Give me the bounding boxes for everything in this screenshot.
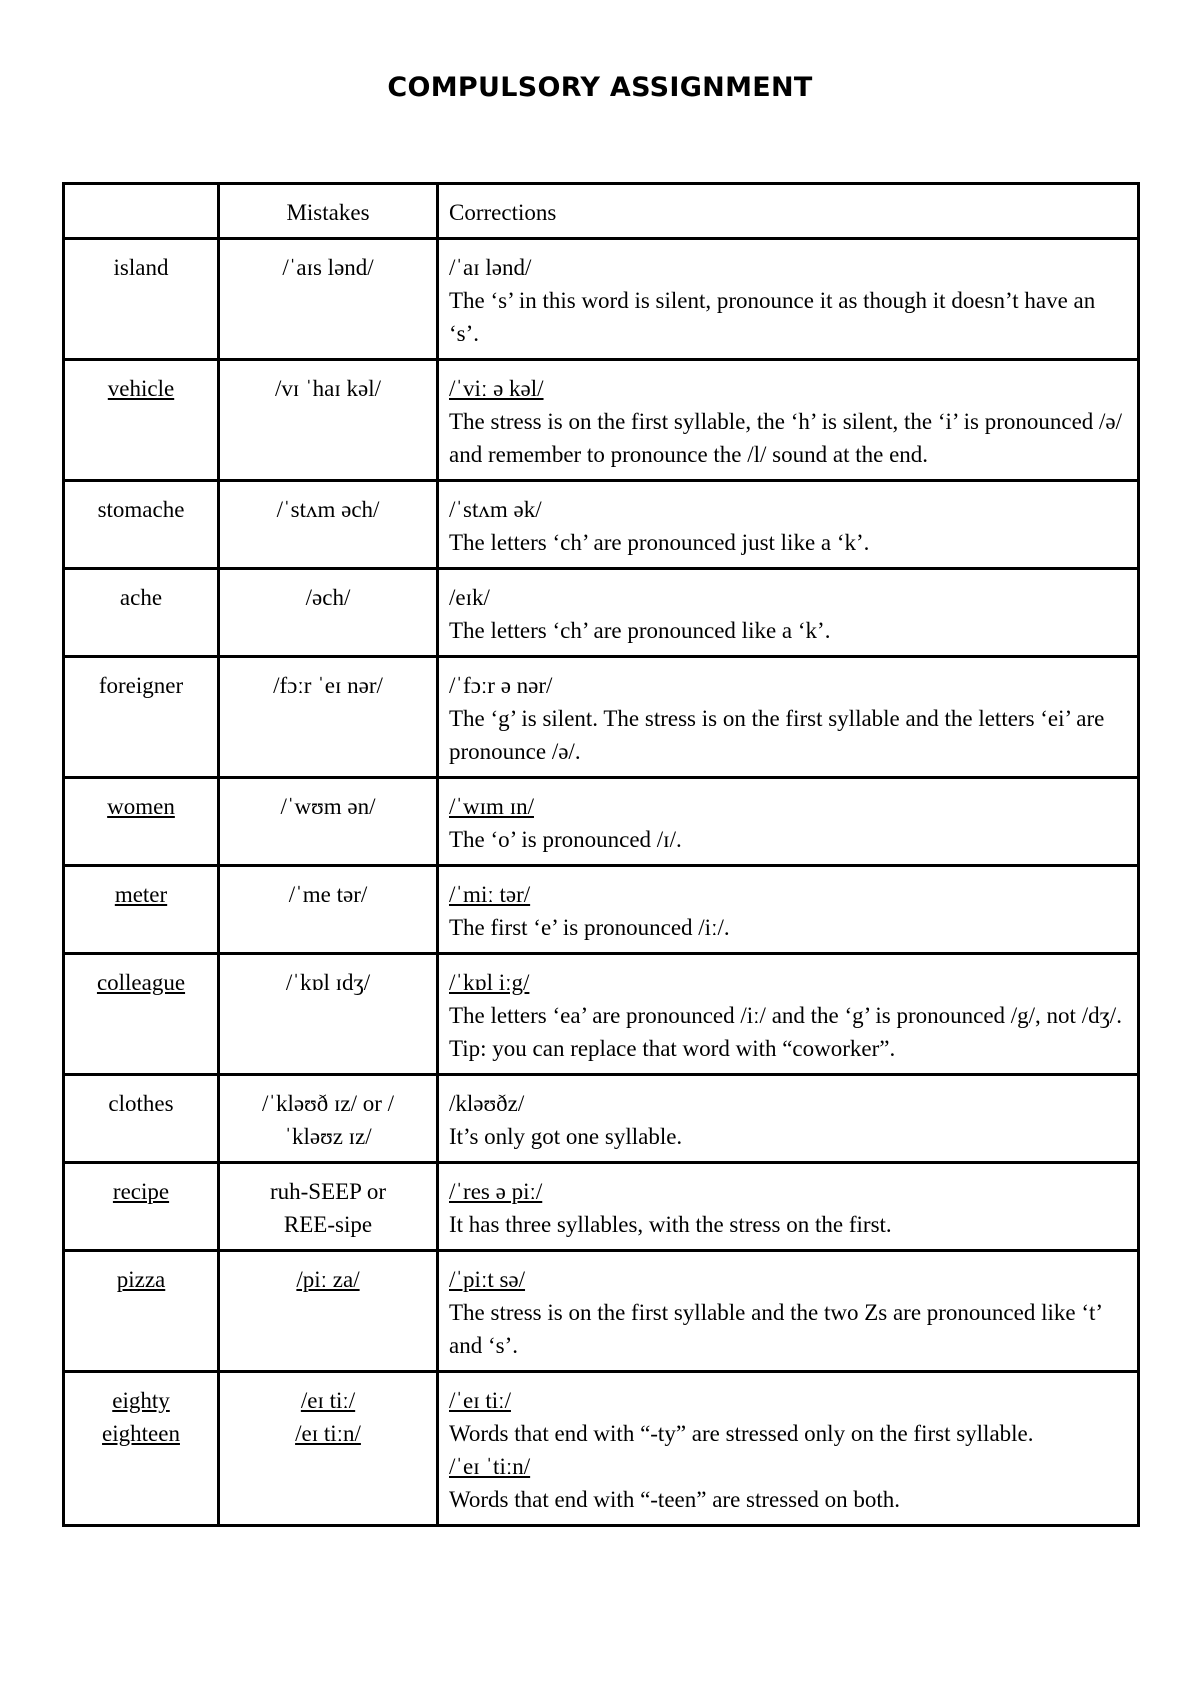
correction-ipa: /ˈeɪ tiː/	[449, 1388, 511, 1413]
correction-cell	[438, 778, 1139, 866]
correction-cell	[438, 360, 1139, 481]
word-text: stomache	[97, 497, 185, 522]
mistake-cell	[219, 1251, 438, 1372]
table-row	[64, 1251, 1139, 1372]
pronunciation-table	[62, 182, 1140, 1527]
correction-cell	[438, 657, 1139, 778]
correction-note: The letters ‘ch’ are pronounced just like a ‘k’.	[449, 530, 870, 555]
mistake-cell	[219, 954, 438, 1075]
correction-cell	[438, 481, 1139, 569]
word-text: ache	[119, 585, 163, 610]
word-text: women	[107, 794, 175, 819]
word-cell	[64, 1251, 219, 1372]
word-text: colleague	[96, 970, 186, 995]
word-text: pizza	[116, 1267, 166, 1292]
mistake-cell	[219, 360, 438, 481]
correction-cell	[438, 954, 1139, 1075]
table-row	[64, 360, 1139, 481]
mistake-cell	[219, 569, 438, 657]
word-text: eighteen	[102, 1421, 180, 1446]
mistake-text: /əch/	[305, 585, 351, 610]
word-text: eighty	[112, 1388, 170, 1413]
word-cell	[64, 778, 219, 866]
mistake-cell	[219, 657, 438, 778]
word-text: island	[113, 255, 169, 280]
correction-ipa: /ˈres ə piː/	[449, 1179, 543, 1204]
mistake-cell	[219, 866, 438, 954]
correction-cell	[438, 1251, 1139, 1372]
word-text: meter	[114, 882, 168, 907]
word-text: vehicle	[107, 376, 175, 401]
word-cell	[64, 1163, 219, 1251]
correction-note: Tip: you can replace that word with “coworker”.	[449, 1036, 896, 1061]
table-row	[64, 1372, 1139, 1526]
mistake-cell	[219, 1075, 438, 1163]
mistake-cell	[219, 481, 438, 569]
correction-ipa: /ˈkɒl iːg/	[449, 970, 530, 995]
word-cell	[64, 1075, 219, 1163]
mistake-text: /fɔːr ˈeɪ nər/	[273, 673, 383, 698]
mistake-text: /eɪ tiːn/	[295, 1421, 361, 1446]
mistake-text: REE-sipe	[283, 1212, 373, 1237]
correction-cell	[438, 239, 1139, 360]
correction-ipa: /ˈstʌm ək/	[449, 497, 542, 522]
mistake-cell	[219, 1372, 438, 1526]
table-row	[64, 657, 1139, 778]
correction-note: It’s only got one syllable.	[449, 1124, 683, 1149]
correction-note: The stress is on the first syllable, the ‘h’ is silent, the ‘i’ is pronounced /ə/ and remember to pronounce the /l/ sound at the end.	[449, 409, 1123, 467]
word-cell	[64, 1372, 219, 1526]
correction-ipa: /ˈeɪ ˈtiːn/	[449, 1454, 531, 1479]
correction-note: The ‘s’ in this word is silent, pronounce it as though it doesn’t have an ‘s’.	[449, 288, 1096, 346]
table-row	[64, 569, 1139, 657]
mistake-cell	[219, 239, 438, 360]
mistake-text: /vɪ ˈhaɪ kəl/	[274, 376, 382, 401]
table-row	[64, 866, 1139, 954]
header-word	[64, 184, 219, 239]
mistake-text: /ˈkləʊð ɪz/ or /	[261, 1091, 395, 1116]
mistake-text: /ˈme tər/	[288, 882, 368, 907]
word-cell	[64, 866, 219, 954]
mistake-text: ˈkləʊz ɪz/	[284, 1124, 372, 1149]
correction-cell	[438, 1163, 1139, 1251]
table-row	[64, 954, 1139, 1075]
correction-note: Words that end with “-ty” are stressed only on the first syllable.	[449, 1421, 1034, 1446]
correction-ipa: /ˈfɔːr ə nər/	[449, 673, 553, 698]
correction-ipa: /ˈviː ə kəl/	[449, 376, 544, 401]
header-corrections: Corrections	[438, 184, 1139, 239]
table-row	[64, 239, 1139, 360]
correction-ipa: /ˈmiː tər/	[449, 882, 531, 907]
correction-note: The letters ‘ch’ are pronounced like a ‘k’.	[449, 618, 831, 643]
mistake-cell	[219, 778, 438, 866]
correction-ipa: /ˈpiːt sə/	[449, 1267, 526, 1292]
word-cell	[64, 239, 219, 360]
word-text: recipe	[112, 1179, 170, 1204]
correction-note: The letters ‘ea’ are pronounced /iː/ and the ‘g’ is pronounced /g/, not /dʒ/.	[449, 1003, 1122, 1028]
correction-note: The first ‘e’ is pronounced /iː/.	[449, 915, 730, 940]
correction-note: It has three syllables, with the stress on the first.	[449, 1212, 892, 1237]
table-row	[64, 481, 1139, 569]
correction-cell	[438, 569, 1139, 657]
mistake-text: ruh-SEEP or	[269, 1179, 387, 1204]
word-cell	[64, 954, 219, 1075]
mistake-text: /ˈstʌm əch/	[276, 497, 380, 522]
word-cell	[64, 481, 219, 569]
mistake-text: /ˈwʊm ən/	[280, 794, 376, 819]
table-header-row	[64, 184, 1139, 239]
mistake-text: /ˈaɪs lənd/	[282, 255, 374, 280]
correction-cell	[438, 1075, 1139, 1163]
word-text: foreigner	[98, 673, 184, 698]
header-mistakes: Mistakes	[219, 184, 438, 239]
mistake-text: /ˈkɒl ɪdʒ/	[285, 970, 371, 995]
correction-note: The stress is on the first syllable and the two Zs are pronounced like ‘t’ and ‘s’.	[449, 1300, 1102, 1358]
correction-ipa: /ˈaɪ lənd/	[449, 255, 532, 280]
table-row	[64, 1163, 1139, 1251]
mistake-cell	[219, 1163, 438, 1251]
correction-cell	[438, 866, 1139, 954]
mistake-text: /piː za/	[296, 1267, 360, 1292]
mistake-text: /eɪ tiː/	[300, 1388, 356, 1413]
correction-ipa: /ˈwɪm ɪn/	[449, 794, 534, 819]
table-row	[64, 1075, 1139, 1163]
correction-note: Words that end with “-teen” are stressed on both.	[449, 1487, 900, 1512]
word-cell	[64, 657, 219, 778]
word-cell	[64, 360, 219, 481]
page-title: COMPULSORY ASSIGNMENT	[387, 72, 813, 103]
word-cell	[64, 569, 219, 657]
table-row	[64, 778, 1139, 866]
correction-ipa: /eɪk/	[449, 585, 490, 610]
correction-note: The ‘o’ is pronounced /ɪ/.	[449, 827, 682, 852]
correction-ipa: /kləʊðz/	[449, 1091, 525, 1116]
word-text: clothes	[108, 1091, 174, 1116]
correction-note: The ‘g’ is silent. The stress is on the first syllable and the letters ‘ei’ are pronounce /ə/.	[449, 706, 1105, 764]
correction-cell	[438, 1372, 1139, 1526]
